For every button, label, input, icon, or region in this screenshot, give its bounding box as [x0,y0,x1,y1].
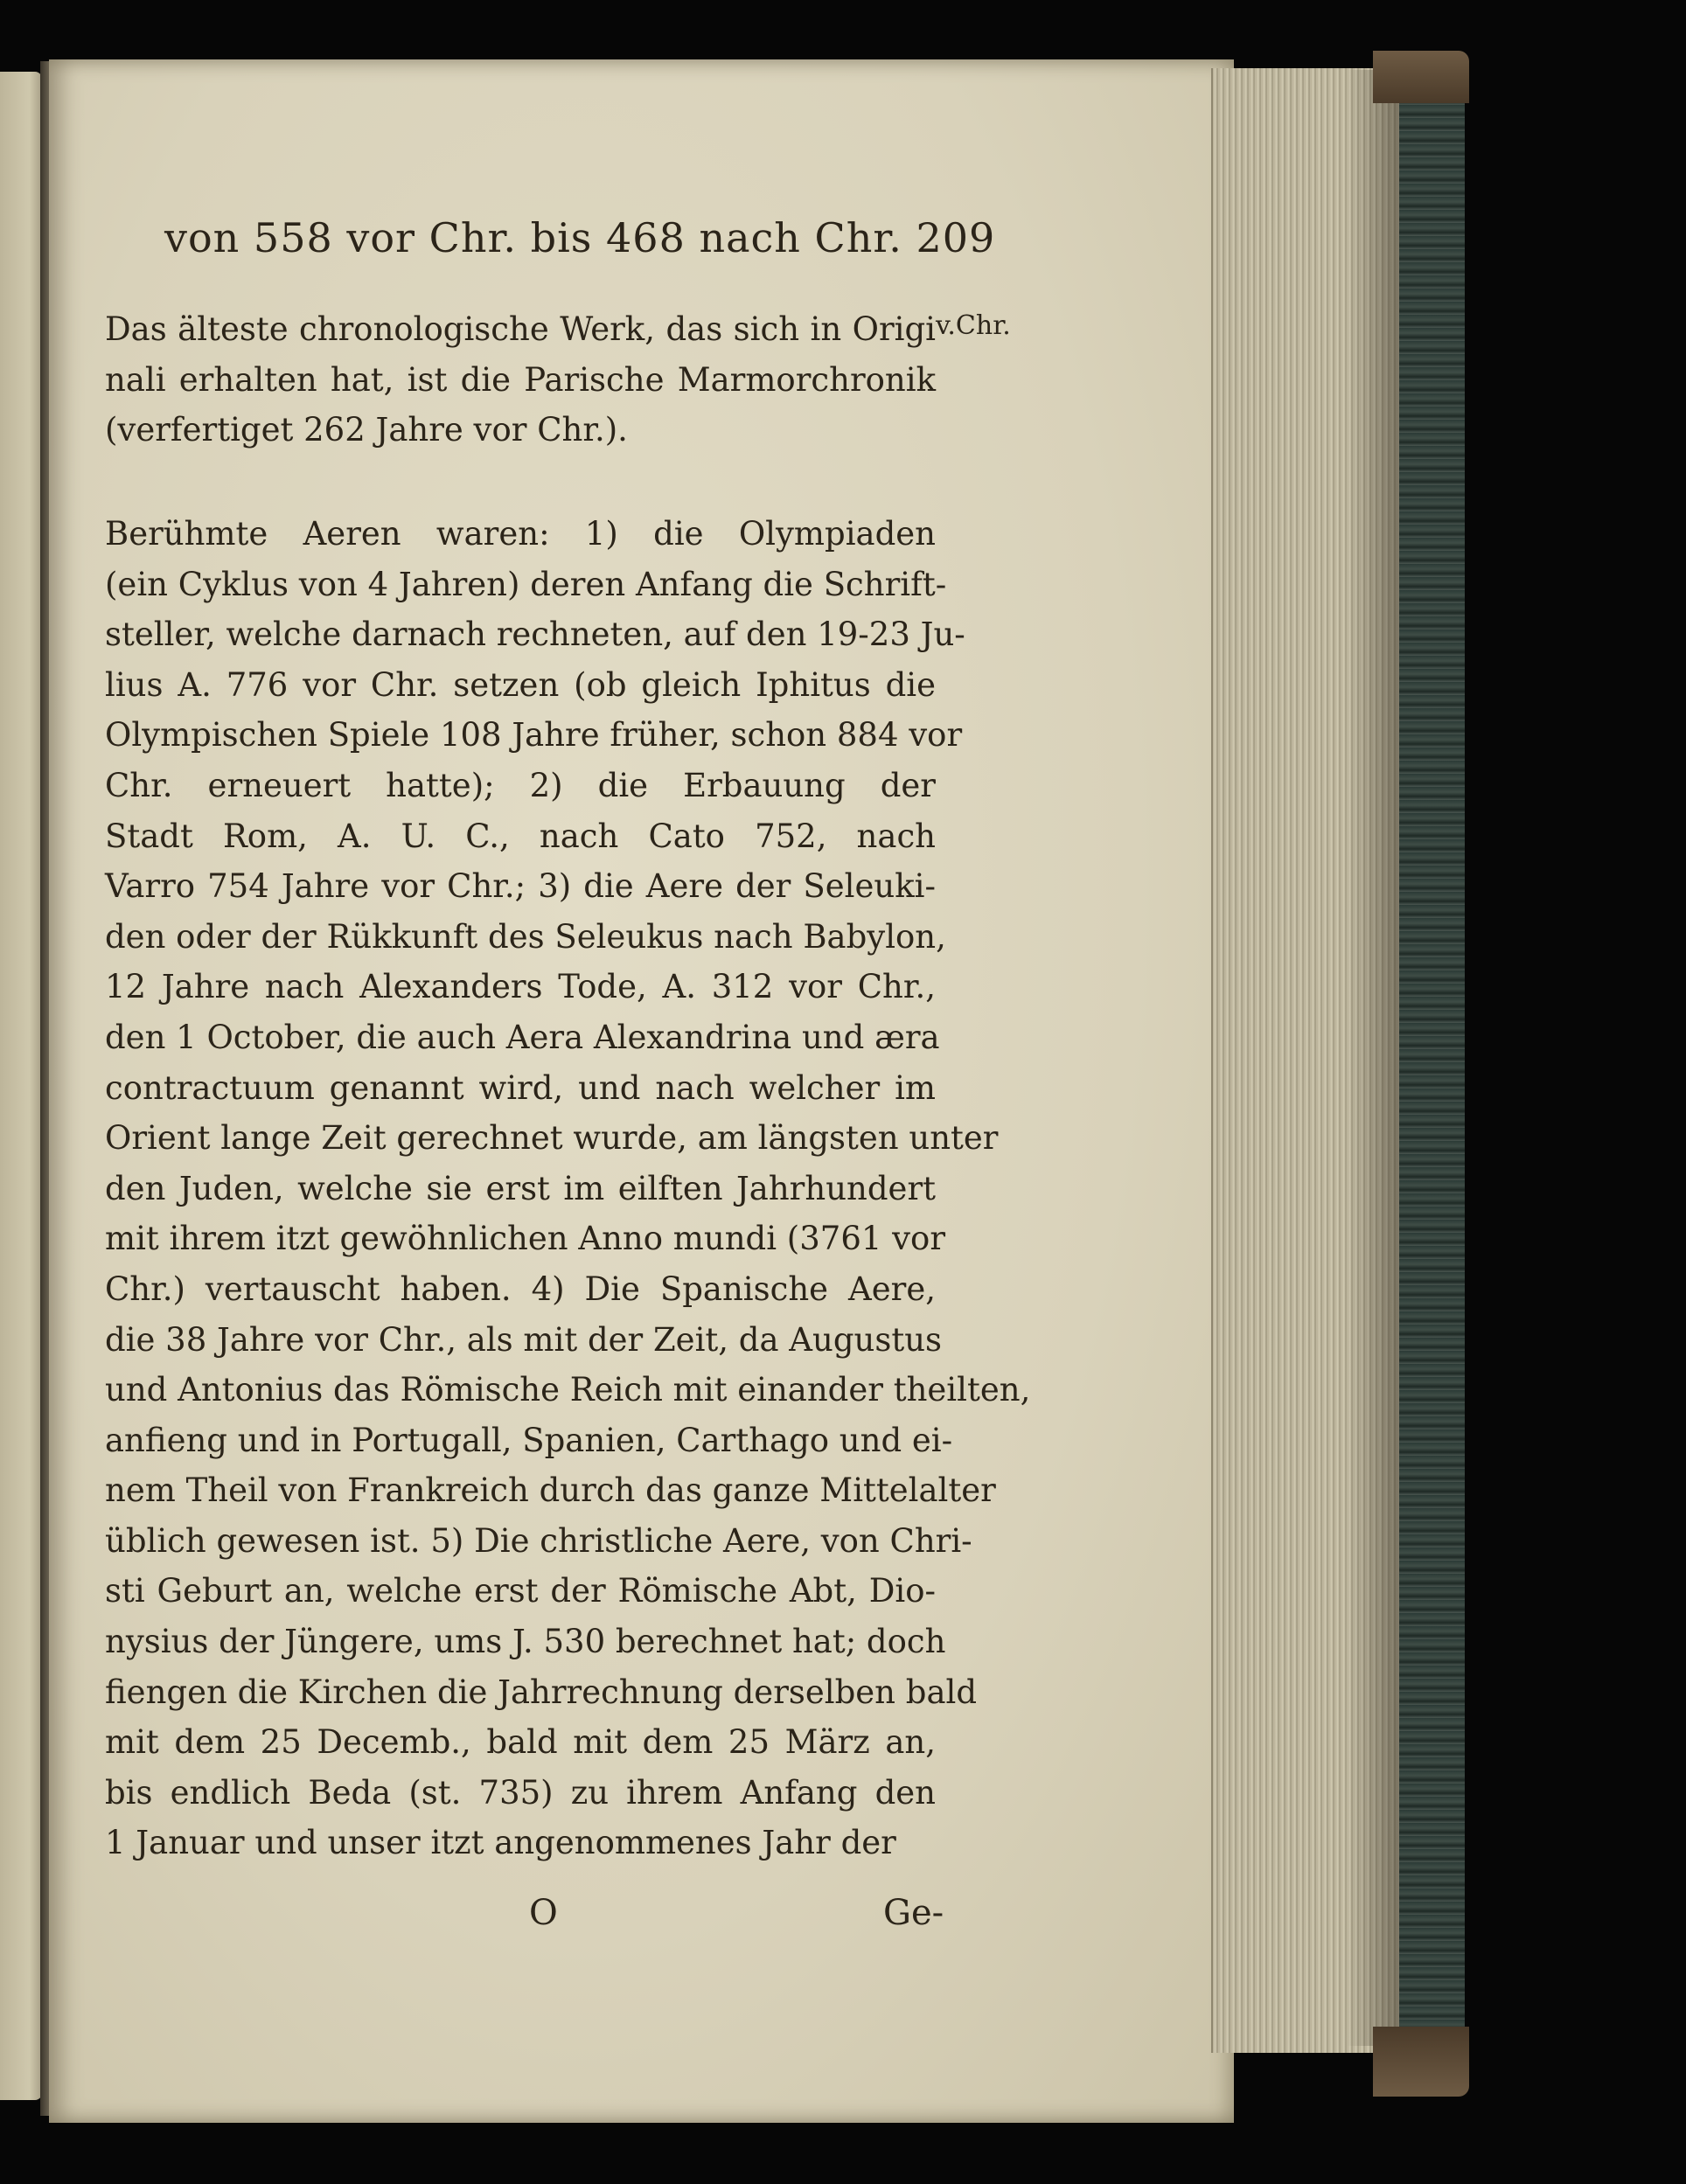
text-line: Orient lange Zeit gerechnet wurde, am längsten unter [105,1119,999,1158]
book-cover-edge [1399,52,1465,2090]
text-line: nali erhalten hat, ist die Parische Marmorchronik [105,360,936,399]
cover-corner-bottom [1373,2027,1469,2097]
text-line: Chr.) vertauscht haben. 4) Die Spanische Aere, [105,1269,936,1308]
paragraph-2 [105,509,1031,1868]
text-line: fiengen die Kirchen die Jahrrechnung derselben bald [105,1673,978,1711]
text-line: 1 Januar und unser itzt angenommenes Jahr der [105,1824,896,1862]
text-line: und Antonius das Römische Reich mit einander theilten, [105,1371,1031,1409]
cover-corner-top [1373,51,1469,103]
text-line: Das älteste chronologische Werk, das sich in Origi [105,310,936,348]
text-line: Stadt Rom, A. U. C., nach Cato 752, nach [105,817,936,855]
text-line: contractuum genannt wird, und nach welcher im [105,1068,936,1107]
text-line: Berühmte Aeren waren: 1) die Olympiaden [105,515,936,553]
text-line: lius A. 776 vor Chr. setzen (ob gleich Iphitus die [105,665,936,704]
text-line: nysius der Jüngere, ums J. 530 berechnet hat; doch [105,1623,946,1661]
text-line: mit ihrem itzt gewöhnlichen Anno mundi (3761 vor [105,1220,946,1258]
text-line: Varro 754 Jahre vor Chr.; 3) die Aere der Seleuki- [105,867,936,906]
text-line: nem Theil von Frankreich durch das ganze Mittelalter [105,1471,996,1510]
left-page-edge [0,72,42,2100]
margin-note: v.Chr. [936,310,1011,341]
text-line: die 38 Jahre vor Chr., als mit der Zeit, da Augustus [105,1320,943,1359]
text-line: 12 Jahre nach Alexanders Tode, A. 312 vor Chr., [105,968,936,1006]
text-line: den oder der Rükkunft des Seleukus nach Babylon, [105,917,946,956]
text-line: (ein Cyklus von 4 Jahren) deren Anfang die Schrift- [105,565,947,603]
catchword: Ge- [883,1893,944,1933]
text-line: den Juden, welche sie erst im eilften Jahrhundert [105,1169,936,1207]
text-line: üblich gewesen ist. 5) Die christliche Aere, von Chri- [105,1521,972,1560]
signature-mark: O [529,1893,558,1933]
text-line: den 1 October, die auch Aera Alexandrina und æra [105,1018,940,1056]
text-line: mit dem 25 Decemb., bald mit dem 25 März an, [105,1723,936,1762]
text-line: (verfertiget 262 Jahre vor Chr.). [105,411,628,449]
running-header: von 558 vor Chr. bis 468 nach Chr. 209 [164,214,996,261]
text-line: sti Geburt an, welche erst der Römische Abt, Dio- [105,1572,936,1610]
text-line: bis endlich Beda (st. 735) zu ihrem Anfang den [105,1773,936,1812]
text-line: anfieng und in Portugall, Spanien, Carthago und ei- [105,1421,953,1459]
text-line: steller, welche darnach rechneten, auf den 19-23 Ju- [105,616,965,654]
text-line: Chr. erneuert hatte); 2) die Erbauung der [105,766,936,804]
paragraph-1 [105,304,936,456]
text-line: Olympischen Spiele 108 Jahre früher, schon 884 vor [105,716,963,755]
